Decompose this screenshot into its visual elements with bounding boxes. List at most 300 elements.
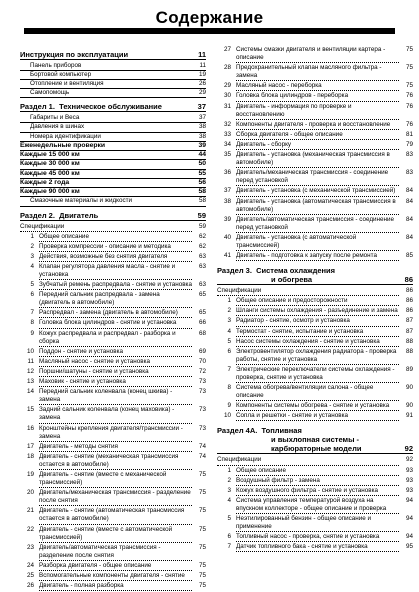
toc-entry-page: 66	[198, 319, 206, 327]
toc-entry	[217, 216, 413, 234]
toc-entry-page: 86	[405, 307, 413, 315]
toc-entry-title: Двигатель - снятие (автоматическая трансмиссия остается в автомобиле)	[39, 507, 192, 524]
toc-entry-number: 27	[223, 46, 231, 53]
toc-entry-page: 75	[198, 470, 206, 478]
toc-entry-number: 34	[223, 140, 231, 148]
toc-entry-page: 65	[198, 309, 206, 317]
toc-entry-page: 90	[405, 384, 413, 392]
toc-entry	[20, 170, 206, 179]
toc-entry-number: 5	[30, 281, 34, 289]
toc-entry-title: Двигатель - снятие (вместе с автоматической трансмиссией)	[39, 526, 192, 543]
toc-entry-page: 55	[198, 169, 206, 177]
toc-entry	[217, 402, 413, 412]
toc-entry-title: Каждые 30 000 км	[20, 160, 80, 168]
toc-entry	[217, 477, 413, 487]
toc-entry-number: 4	[30, 262, 34, 270]
section2-spec	[20, 223, 206, 233]
toc-entry-title: Смазочные материалы и жидкости	[30, 197, 133, 205]
toc-entry	[217, 533, 413, 543]
page-title: Содержание	[155, 8, 264, 27]
toc-entry-number: 9	[30, 329, 34, 337]
toc-entry	[20, 489, 206, 507]
toc-entry-title: Общее описание	[236, 467, 399, 476]
section4-name3: карбюраторные модели	[271, 444, 362, 454]
toc-entry	[217, 46, 413, 64]
toc-entry-number: 1	[227, 466, 231, 474]
section1-list	[20, 114, 206, 206]
toc-entry-page: 76	[405, 120, 413, 128]
toc-entry-number: 30	[223, 92, 231, 100]
toc-entry-page: 70	[198, 357, 206, 365]
toc-entry	[20, 197, 206, 206]
toc-entry	[217, 169, 413, 187]
section2-heading	[20, 211, 206, 221]
toc-entry-number: 7	[227, 365, 231, 373]
toc-entry	[20, 572, 206, 582]
toc-entry-number: 4	[227, 496, 231, 504]
toc-entry	[20, 188, 206, 197]
toc-entry-title: Панель приборов	[30, 62, 82, 69]
toc-entry-title: Каждые 45 000 км	[20, 169, 80, 177]
toc-entry-page: 73	[198, 388, 206, 396]
toc-entry-title: Система управления температурой воздуха на впускном коллекторе - общее описание и проверка	[236, 497, 399, 514]
toc-entry-number: 8	[227, 384, 231, 392]
toc-entry-page: 75	[198, 572, 206, 579]
toc-entry-title: Двигатель/механическая трансмиссия - разделение после снятия	[39, 489, 192, 506]
toc-entry-title: Габариты и Веса	[30, 114, 80, 122]
toc-entry-number: 32	[223, 120, 231, 128]
toc-entry-title: Головка блока цилиндров - снятие и установка	[39, 319, 192, 328]
toc-entry-title: Кожух воздушного фильтра - снятие и установка	[236, 487, 399, 496]
toc-entry-number: 20	[26, 489, 34, 497]
toc-entry-number: 6	[227, 347, 231, 355]
toc-entry-title: Кронштейны крепления двигателя/трансмиссии - замена	[39, 425, 192, 442]
toc-entry-page: 76	[405, 102, 413, 110]
toc-entry-page: 44	[198, 150, 206, 158]
toc-entry-title: Радиатор - снятие, осмотр и установка	[236, 317, 399, 326]
toc-entry-page: 68	[198, 329, 206, 337]
toc-entry	[217, 121, 413, 131]
toc-entry-title: Общее описание и предосторожности	[236, 297, 399, 306]
toc-entry-title: Разборка двигателя - общее описание	[39, 562, 192, 571]
toc-entry-title: Каждые 2 года	[20, 178, 70, 186]
toc-entry	[20, 179, 206, 188]
toc-entry-page: 76	[405, 92, 413, 100]
toc-entry-number: 6	[227, 533, 231, 541]
toc-entry-title: Системы смазки двигателя и вентиляции картера - описание	[236, 46, 399, 63]
toc-entry-title: Компоненты системы обогрева - снятие и установка	[236, 402, 399, 411]
section1-heading	[20, 102, 206, 112]
section2-page: 59	[197, 210, 206, 220]
toc-entry-number: 31	[223, 102, 231, 110]
toc-entry-number: 1	[227, 297, 231, 305]
toc-entry-title: Двигатель - установка (механическая трансмиссия в автомобиле)	[236, 151, 399, 168]
toc-entry	[217, 366, 413, 384]
section1-page: 37	[197, 102, 206, 112]
toc-entry-number: 40	[223, 233, 231, 241]
toc-entry-title: Масляный насос - снятие и установка	[39, 358, 192, 367]
toc-entry	[217, 497, 413, 515]
toc-entry-title: Двигатель - установка (с автоматической трансмиссией)	[236, 234, 399, 251]
toc-entry-page: 84	[405, 187, 413, 195]
left-column	[20, 46, 206, 592]
toc-entry-title: Двигатель - установка (автоматическая трансмиссия в автомобиле)	[236, 198, 399, 215]
toc-entry	[20, 319, 206, 329]
toc-entry-page: 87	[405, 327, 413, 335]
toc-entry-page: 88	[405, 337, 413, 345]
toc-entry-page: 93	[405, 466, 413, 474]
toc-entry-number: 19	[26, 470, 34, 478]
section4-list	[217, 467, 413, 554]
section4-heading	[217, 426, 413, 454]
section2-label: Раздел 2.	[20, 210, 55, 220]
toc-entry	[217, 92, 413, 102]
toc-entry-page: 89	[405, 365, 413, 373]
toc-entry-title: Еженедельные проверки	[20, 141, 106, 149]
toc-entry-number: 14	[26, 388, 34, 396]
toc-entry	[20, 281, 206, 291]
instructions-heading	[20, 50, 206, 60]
right-column	[217, 46, 413, 553]
toc-entry	[20, 263, 206, 281]
toc-entry-number: 35	[223, 151, 231, 159]
spec-page: 59	[198, 222, 206, 230]
toc-entry-number: 12	[26, 367, 34, 375]
toc-entry-title: Электровентилятор охлаждения радиатора - проверка работы, снятие и установка	[236, 348, 399, 365]
toc-entry-page: 38	[198, 123, 206, 131]
toc-entry-page: 29	[198, 89, 206, 97]
toc-entry	[20, 507, 206, 525]
toc-entry-page: 93	[405, 486, 413, 494]
section2-title	[20, 211, 192, 220]
header-rule	[24, 28, 395, 34]
toc-entry-page: 84	[405, 233, 413, 241]
toc-entry-number: 22	[26, 525, 34, 533]
toc-entry-page: 63	[198, 252, 206, 260]
toc-entry	[20, 358, 206, 368]
toc-entry-number: 11	[27, 357, 34, 365]
toc-entry-page: 56	[198, 178, 206, 186]
toc-entry-number: 41	[223, 252, 231, 260]
toc-entry-title: Неэтилированный бензин - общее описание и применение	[236, 515, 399, 532]
toc-entry-title: Термостат - снятие, испытание и установка	[236, 328, 399, 337]
toc-entry-page: 72	[198, 367, 206, 375]
toc-entry-title: Воздушный фильтр - замена	[236, 477, 399, 486]
toc-entry-number: 29	[223, 82, 231, 90]
toc-entry-number: 7	[227, 543, 231, 551]
toc-entry	[20, 151, 206, 160]
toc-entry-number: 26	[26, 582, 34, 590]
section3-title	[217, 266, 399, 284]
toc-entry-page: 93	[405, 476, 413, 484]
toc-entry	[20, 425, 206, 443]
toc-entry	[217, 252, 413, 262]
section3-name1: Система охлаждения	[256, 266, 336, 276]
toc-entry-page: 11	[199, 62, 206, 69]
toc-entry	[217, 543, 413, 553]
toc-entry	[217, 141, 413, 151]
section3-list	[217, 297, 413, 422]
toc-entry-page: 73	[198, 424, 206, 432]
toc-entry	[217, 198, 413, 216]
toc-entry-number: 9	[227, 402, 231, 410]
toc-entry-number: 21	[26, 507, 34, 515]
toc-entry-page: 88	[405, 347, 413, 355]
toc-entry-page: 94	[405, 515, 413, 523]
toc-entry-title: Передний сальник распредвала - замена (двигатель в автомобиле)	[39, 291, 192, 308]
toc-entry	[20, 348, 206, 358]
toc-entry	[20, 309, 206, 319]
toc-entry-title: Клапан регулятора давления масла - снятие и установка	[39, 263, 192, 280]
instructions-list	[20, 62, 206, 98]
section4-spec	[217, 456, 413, 466]
toc-entry-page: 63	[198, 281, 206, 289]
toc-entry-title: Двигатель/механическая трансмиссия - соединение перед установкой	[236, 169, 399, 186]
toc-entry	[20, 406, 206, 424]
toc-entry-page: 79	[405, 140, 413, 148]
toc-entry	[217, 412, 413, 422]
section4-name2: и выхлопная системы -	[271, 435, 360, 445]
toc-entry-page: 83	[405, 169, 413, 177]
toc-entry-number: 33	[223, 130, 231, 138]
toc-entry-title: Каждые 15 000 км	[20, 150, 80, 158]
section4-label: Раздел 4А.	[217, 426, 258, 436]
spec-page: 86	[405, 287, 413, 295]
toc-entry	[20, 253, 206, 263]
toc-entry-title: Масляный насос - переборка	[236, 82, 399, 91]
section1-title	[20, 102, 192, 111]
toc-entry-page: 38	[198, 132, 206, 140]
toc-entry-title: Бортовой компьютер	[30, 71, 92, 79]
toc-entry-page: 58	[198, 197, 206, 205]
toc-entry-page: 75	[198, 507, 206, 515]
toc-entry-number: 10	[223, 412, 231, 420]
toc-entry-page: 75	[198, 489, 206, 497]
toc-entry-number: 16	[26, 424, 34, 432]
toc-entry	[217, 187, 413, 197]
toc-entry-number: 7	[30, 309, 34, 317]
toc-entry-title: Головка блока цилиндров - переборка	[236, 92, 399, 101]
toc-entry-page: 50	[198, 160, 206, 168]
toc-entry-page: 95	[405, 543, 413, 551]
toc-entry	[217, 151, 413, 169]
toc-entry	[20, 443, 206, 453]
toc-entry-number: 39	[223, 215, 231, 223]
toc-entry-number: 2	[30, 242, 34, 250]
toc-entry-page: 75	[198, 561, 206, 569]
toc-entry	[20, 62, 206, 71]
toc-entry-page: 63	[198, 262, 206, 270]
toc-entry-title: Поддон - снятие и установка	[39, 348, 192, 357]
toc-entry-page: 75	[198, 582, 206, 590]
toc-entry	[217, 82, 413, 92]
toc-entry-title: Маховик - снятие и установка	[39, 378, 192, 387]
toc-entry-number: 3	[227, 486, 231, 494]
toc-entry	[217, 131, 413, 141]
toc-entry	[217, 103, 413, 121]
toc-entry	[20, 160, 206, 169]
toc-entry-title: Передний сальник коленвала (конец шкива) - замена	[39, 388, 192, 405]
toc-entry-page: 91	[405, 412, 413, 420]
section2-continued-list	[217, 46, 413, 262]
toc-entry-page: 94	[405, 496, 413, 504]
toc-entry-title: Двигатель - информация по проверке и восстановлению	[236, 103, 399, 120]
toc-entry-title: Насос системы охлаждения - снятие и установка	[236, 338, 399, 347]
toc-entry	[20, 133, 206, 142]
toc-entry	[217, 467, 413, 477]
toc-entry-title: Распредвал - замена (двигатель в автомобиле)	[39, 309, 192, 318]
toc-entry	[20, 526, 206, 544]
toc-entry	[20, 388, 206, 406]
page-header	[0, 0, 419, 40]
toc-entry-number: 15	[26, 406, 34, 414]
spec-label: Спецификации	[217, 287, 399, 296]
toc-entry-number: 5	[227, 515, 231, 523]
toc-entry	[217, 328, 413, 338]
toc-entry-number: 6	[30, 291, 34, 299]
toc-entry-page: 94	[405, 533, 413, 541]
toc-entry-page: 85	[405, 252, 413, 260]
toc-entry-number: 4	[227, 327, 231, 335]
toc-entry	[20, 453, 206, 471]
section3-spec	[217, 287, 413, 297]
toc-entry-title: Двигатель - установка (с механической трансмиссией)	[236, 187, 399, 196]
toc-entry	[217, 317, 413, 327]
toc-entry-number: 13	[26, 378, 34, 386]
section4-name1: Топливная	[261, 426, 302, 436]
toc-entry-page: 75	[198, 525, 206, 533]
instructions-title: Инструкция по эксплуатации	[20, 50, 129, 59]
toc-entry-title: Действия, возможные без снятия двигателя	[39, 253, 192, 262]
toc-entry-page: 73	[198, 406, 206, 414]
toc-entry-page: 83	[405, 151, 413, 159]
toc-entry-title: Номера идентификации	[30, 132, 101, 140]
toc-entry-title: Двигатель - сборку	[236, 141, 399, 150]
toc-entry	[20, 582, 206, 592]
toc-entry-title: Двигатель - снятие (механическая трансмиссия остается в автомобиле)	[39, 453, 192, 470]
toc-entry-title: Двигатель - подготовка к запуску после ремонта	[236, 252, 399, 261]
toc-entry-page: 84	[405, 197, 413, 205]
toc-entry-number: 1	[30, 232, 34, 240]
section3-label: Раздел 3.	[217, 266, 252, 276]
toc-entry-page: 86	[405, 297, 413, 305]
toc-entry	[20, 291, 206, 309]
toc-entry-title: Двигатель - снятие (вместе с механической трансмиссией)	[39, 471, 192, 488]
toc-entry-page: 74	[198, 442, 206, 450]
toc-entry-title: Система обогрева/вентиляции салона - общее описание	[236, 384, 399, 401]
toc-entry-title: Отопление и вентиляция	[30, 80, 104, 88]
toc-entry	[20, 233, 206, 243]
toc-entry-title: Сборка двигателя - общее описание	[236, 131, 399, 140]
toc-entry-title: Датчик топливного бака - снятие и установка	[236, 543, 399, 552]
section4-title	[217, 426, 399, 453]
toc-entry	[217, 515, 413, 533]
toc-entry-page: 19	[198, 71, 206, 79]
toc-entry-number: 3	[227, 317, 231, 325]
toc-entry-title: Сопла и решетки - снятие и установка	[236, 412, 399, 421]
toc-entry	[20, 89, 206, 98]
toc-entry	[20, 368, 206, 378]
toc-entry-page: 90	[405, 402, 413, 410]
toc-entry-number: 23	[26, 543, 34, 551]
toc-entry-title: Вспомогательные компоненты двигателя - снятие	[39, 572, 192, 581]
toc-entry-title: Давления в шинах	[30, 123, 85, 131]
section4-page: 92	[404, 444, 413, 454]
toc-entry-page: 84	[405, 215, 413, 223]
toc-entry-title: Двигатель/автоматическая трансмиссия - разделение после снятия	[39, 544, 192, 561]
toc-entry-number: 37	[223, 187, 231, 195]
toc-entry-page: 75	[405, 46, 413, 53]
toc-entry	[217, 348, 413, 366]
toc-entry-page: 62	[198, 242, 206, 250]
spec-page: 92	[405, 456, 413, 464]
toc-entry-page: 37	[198, 114, 206, 122]
spec-label: Спецификации	[20, 223, 192, 232]
toc-entry	[217, 64, 413, 82]
toc-entry-page: 75	[405, 82, 413, 90]
section1-name: Техническое обслуживание	[59, 102, 162, 112]
toc-entry	[20, 544, 206, 562]
instructions-page: 11	[198, 50, 206, 59]
toc-entry-number: 25	[26, 572, 34, 579]
toc-entry-title: Зубчатый ремень распредвала - снятие и установка	[39, 281, 192, 290]
toc-entry-page: 81	[405, 130, 413, 138]
toc-entry-title: Двигатель - методы снятия	[39, 443, 192, 452]
toc-entry	[217, 234, 413, 252]
toc-entry-page: 65	[198, 291, 206, 299]
toc-entry	[20, 80, 206, 89]
toc-entry-title: Шланги системы охлаждения - разъединение и замена	[236, 307, 399, 316]
toc-entry	[20, 471, 206, 489]
toc-entry-title: Общее описание	[39, 233, 192, 242]
toc-entry-title: Компоненты двигателя - проверка и восстановление	[236, 121, 399, 130]
toc-entry	[20, 378, 206, 388]
toc-entry-title: Кожух распредвала и распредвал - разборка и сборка	[39, 330, 192, 347]
toc-entry-number: 2	[227, 307, 231, 315]
toc-entry-title: Топливный насос - проверка, снятие и установка	[236, 533, 399, 542]
toc-entry-number: 36	[223, 169, 231, 177]
toc-entry-number: 28	[223, 64, 231, 72]
toc-entry-number: 3	[30, 252, 34, 260]
toc-entry	[20, 562, 206, 572]
toc-entry-page: 73	[198, 378, 206, 386]
spec-label: Спецификации	[217, 456, 399, 465]
toc-entry-number: 18	[26, 452, 34, 460]
section1-label: Раздел 1.	[20, 102, 55, 112]
toc-entry	[20, 114, 206, 123]
toc-entry-page: 26	[198, 80, 206, 88]
toc-entry	[20, 71, 206, 80]
toc-entry-title: Двигатель/автоматическая трансмиссия - соединение перед установкой	[236, 216, 399, 233]
toc-entry	[217, 338, 413, 348]
toc-entry-number: 8	[30, 319, 34, 327]
toc-entry-page: 87	[405, 317, 413, 325]
toc-entry	[20, 123, 206, 132]
section3-name2: и обогрева	[271, 275, 313, 285]
toc-entry-number: 17	[26, 442, 34, 450]
toc-entry-number: 38	[223, 197, 231, 205]
section3-heading	[217, 266, 413, 285]
toc-entry	[217, 297, 413, 307]
toc-entry	[217, 384, 413, 402]
toc-entry-title: Каждые 90 000 км	[20, 188, 80, 196]
toc-entry	[217, 307, 413, 317]
toc-entry-title: Двигатель - полная разборка	[39, 582, 192, 591]
toc-entry	[217, 487, 413, 497]
section2-name: Двигатель	[59, 210, 99, 220]
toc-entry-number: 10	[26, 347, 34, 355]
toc-entry-number: 5	[227, 337, 231, 345]
